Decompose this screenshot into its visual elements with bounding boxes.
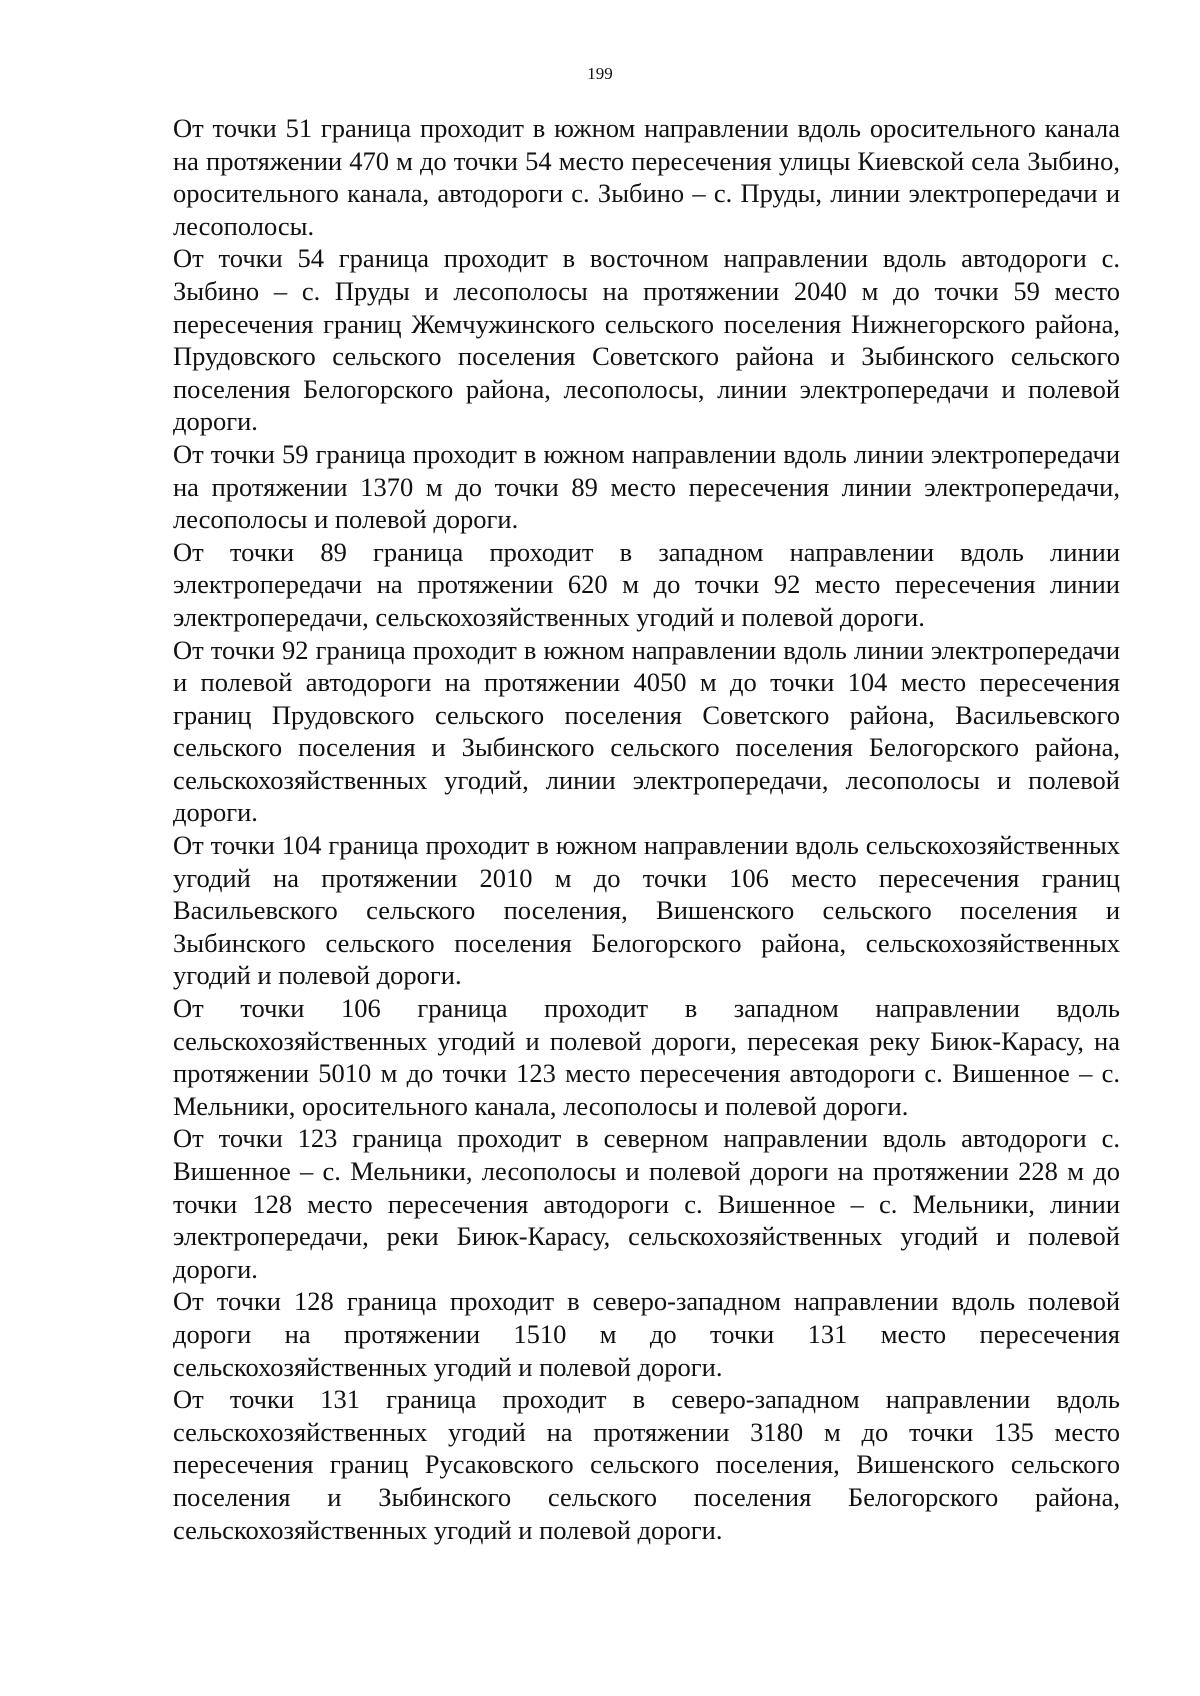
boundary-paragraph: От точки 104 граница проходит в южном направлении вдоль сельскохозяйственных угодий на протяжении 2010 м до точки 106 место пересечения границ Васильевского сельского поселения, Вишенского сельского поселения и Зыбинского сельского поселения Белогорского района, сельскохозяйственных угодий и полевой дороги. — [173, 830, 1120, 991]
boundary-paragraph: От точки 106 граница проходит в западном направлении вдоль сельскохозяйственных угодий и полевой дороги, пересекая реку Биюк-Карасу, на протяжении 5010 м до точки 123 место пересечения автодороги с. Вишенное – с. Мельники, оросительного канала, лесополосы и полевой дороги. — [173, 993, 1120, 1121]
boundary-paragraph: От точки 131 граница проходит в северо-западном направлении вдоль сельскохозяйственных угодий на протяжении 3180 м до точки 135 место пересечения границ Русаковского сельского поселения, Вишенского сельского поселения и Зыбинского сельского поселения Белогорского района, сельскохозяйственных угодий и полевой дороги. — [173, 1384, 1120, 1545]
boundary-paragraph: От точки 123 граница проходит в северном направлении вдоль автодороги с. Вишенное – с. Мельники, лесополосы и полевой дороги на протяжении 228 м до точки 128 место пересечения автодороги с. Вишенное – с. Мельники, линии электропередачи, реки Биюк-Карасу, сельскохозяйственных угодий и полевой дороги. — [173, 1123, 1120, 1284]
boundary-paragraph: От точки 59 граница проходит в южном направлении вдоль линии электропередачи на протяжении 1370 м до точки 89 место пересечения линии электропередачи, лесополосы и полевой дороги. — [173, 438, 1120, 535]
boundary-paragraph: От точки 92 граница проходит в южном направлении вдоль линии электропередачи и полевой автодороги на протяжении 4050 м до точки 104 место пересечения границ Прудовского сельского поселения Советского района, Васильевского сельского поселения и Зыбинского сельского поселения Белогорского района, сельскохозяйственных угодий, линии электропередачи, лесополосы и полевой дороги. — [173, 634, 1120, 828]
boundary-paragraph: От точки 54 граница проходит в восточном направлении вдоль автодороги с. Зыбино – с. Пруды и лесополосы на протяжении 2040 м до точки 59 место пересечения границ Жемчужинского сельского поселения Нижнегорского района, Прудовского сельского поселения Советского района и Зыбинского сельского поселения Белогорского района, лесополосы, линии электропередачи и полевой дороги. — [173, 243, 1120, 437]
boundary-paragraph: От точки 89 граница проходит в западном направлении вдоль линии электропередачи на протяжении 620 м до точки 92 место пересечения линии электропередачи, сельскохозяйственных угодий и полевой дороги. — [173, 536, 1120, 632]
page-number: 199 — [587, 64, 613, 83]
boundary-paragraph: От точки 51 граница проходит в южном направлении вдоль оросительного канала на протяжении 470 м до точки 54 место пересечения улицы Киевской села Зыбино, оросительного канала, автодороги с. Зыбино – с. Пруды, линии электропередачи и лесополосы. — [173, 113, 1120, 241]
document-body — [173, 112, 1120, 1546]
boundary-paragraph: От точки 128 граница проходит в северо-западном направлении вдоль полевой дороги на протяжении 1510 м до точки 131 место пересечения сельскохозяйственных угодий и полевой дороги. — [173, 1286, 1120, 1382]
